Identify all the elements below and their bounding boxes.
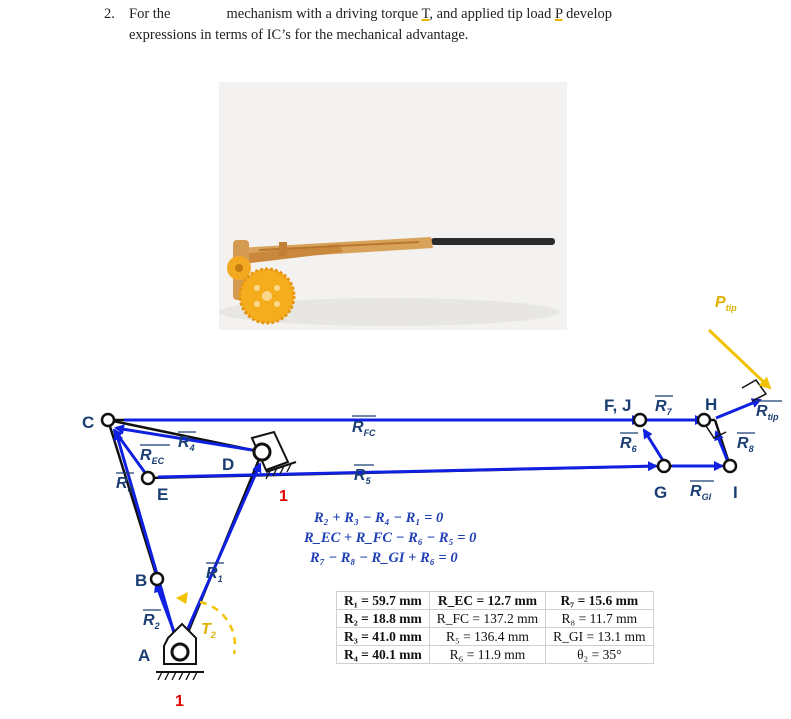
equation-2: R_EC + R_FC − R₆ − R₅ = 0 [304,530,477,546]
joint-B [151,573,163,585]
table-row [337,628,654,646]
table-cell: R₅ = 136.4 mm [429,628,545,646]
table-cell: R₂ = 18.8 mm [337,610,430,628]
label-T-2: $T_2$ [201,621,216,640]
label-H: H [705,395,718,414]
label-D: D [222,455,235,474]
ground-number-D: 1 [279,488,288,505]
label-E: E [157,485,169,504]
table-row [337,610,654,628]
label-R-GI: $R_{GI}$ [690,483,712,502]
equation-3: R₇ − R₈ − R_GI + R₆ = 0 [310,550,458,566]
table-cell: R_EC = 12.7 mm [429,592,545,610]
label-R-1: $R_1$ [206,565,223,584]
problem-line-2: expressions in terms of IC’s for the mechanical advantage. [129,27,469,43]
label-R-EC: $R_{EC}$ [140,447,165,466]
label-B: B [135,571,148,590]
label-I: I [733,483,738,502]
joint-C [102,414,114,426]
problem-number: 2. [104,6,115,22]
vector-R-1 [182,464,260,642]
joint-F-J [634,414,646,426]
label-R-3: $R_3$ [116,475,133,494]
label-R-8: $R_8$ [737,435,754,454]
table-cell: R_GI = 13.1 mm [546,628,653,646]
loop-equations [303,510,476,566]
label-R-6: $R_6$ [620,435,637,454]
load-symbol: P [554,6,563,22]
joint-H [698,414,710,426]
label-R-5: $R_5$ [354,467,371,486]
table-cell: R_FC = 137.2 mm [429,610,545,628]
joint-E [142,472,154,484]
table-cell: R₄ = 40.1 mm [337,646,430,664]
label-R-7: $R_7$ [655,398,672,417]
joint-G [658,460,670,472]
table-cell: R₈ = 11.7 mm [546,610,653,628]
dimensions-table [336,591,654,664]
problem-line-1: For the mechanism with a driving torque T, and applied tip load P develop [129,6,613,22]
ground-pivot-A [156,624,204,680]
label-C: C [82,413,95,432]
equation-1: R₂ + R₃ − R₄ − R₁ = 0 [314,510,444,526]
ground-pivot-D [252,432,296,479]
table-row [337,646,654,664]
label-R-tip: $R_{tip}$ [756,403,779,422]
table-cell: R₃ = 41.0 mm [337,628,430,646]
label-F-J: F, J [604,396,632,415]
vector-R-6 [644,430,664,462]
label-R-FC: $R_{FC}$ [352,419,376,438]
table-cell: R₆ = 11.9 mm [429,646,545,664]
table-cell: R₇ = 15.6 mm [546,592,653,610]
vector-P-tip [709,330,770,388]
table-cell: θ₂ = 35° [546,646,653,664]
vector-R-tip [716,400,760,418]
label-R-2: $R_2$ [143,612,160,631]
table-cell: R₁ = 59.7 mm [337,592,430,610]
label-R-4: $R_4$ [178,434,195,453]
torque-arrowhead [176,592,188,604]
joint-I [724,460,736,472]
label-A: A [138,646,151,665]
table-row [337,592,654,610]
label-P-tip: $P_{tip}$ [715,294,737,313]
torque-symbol: T [421,6,430,22]
label-G: G [654,483,668,502]
ground-number-A: 1 [175,693,184,710]
